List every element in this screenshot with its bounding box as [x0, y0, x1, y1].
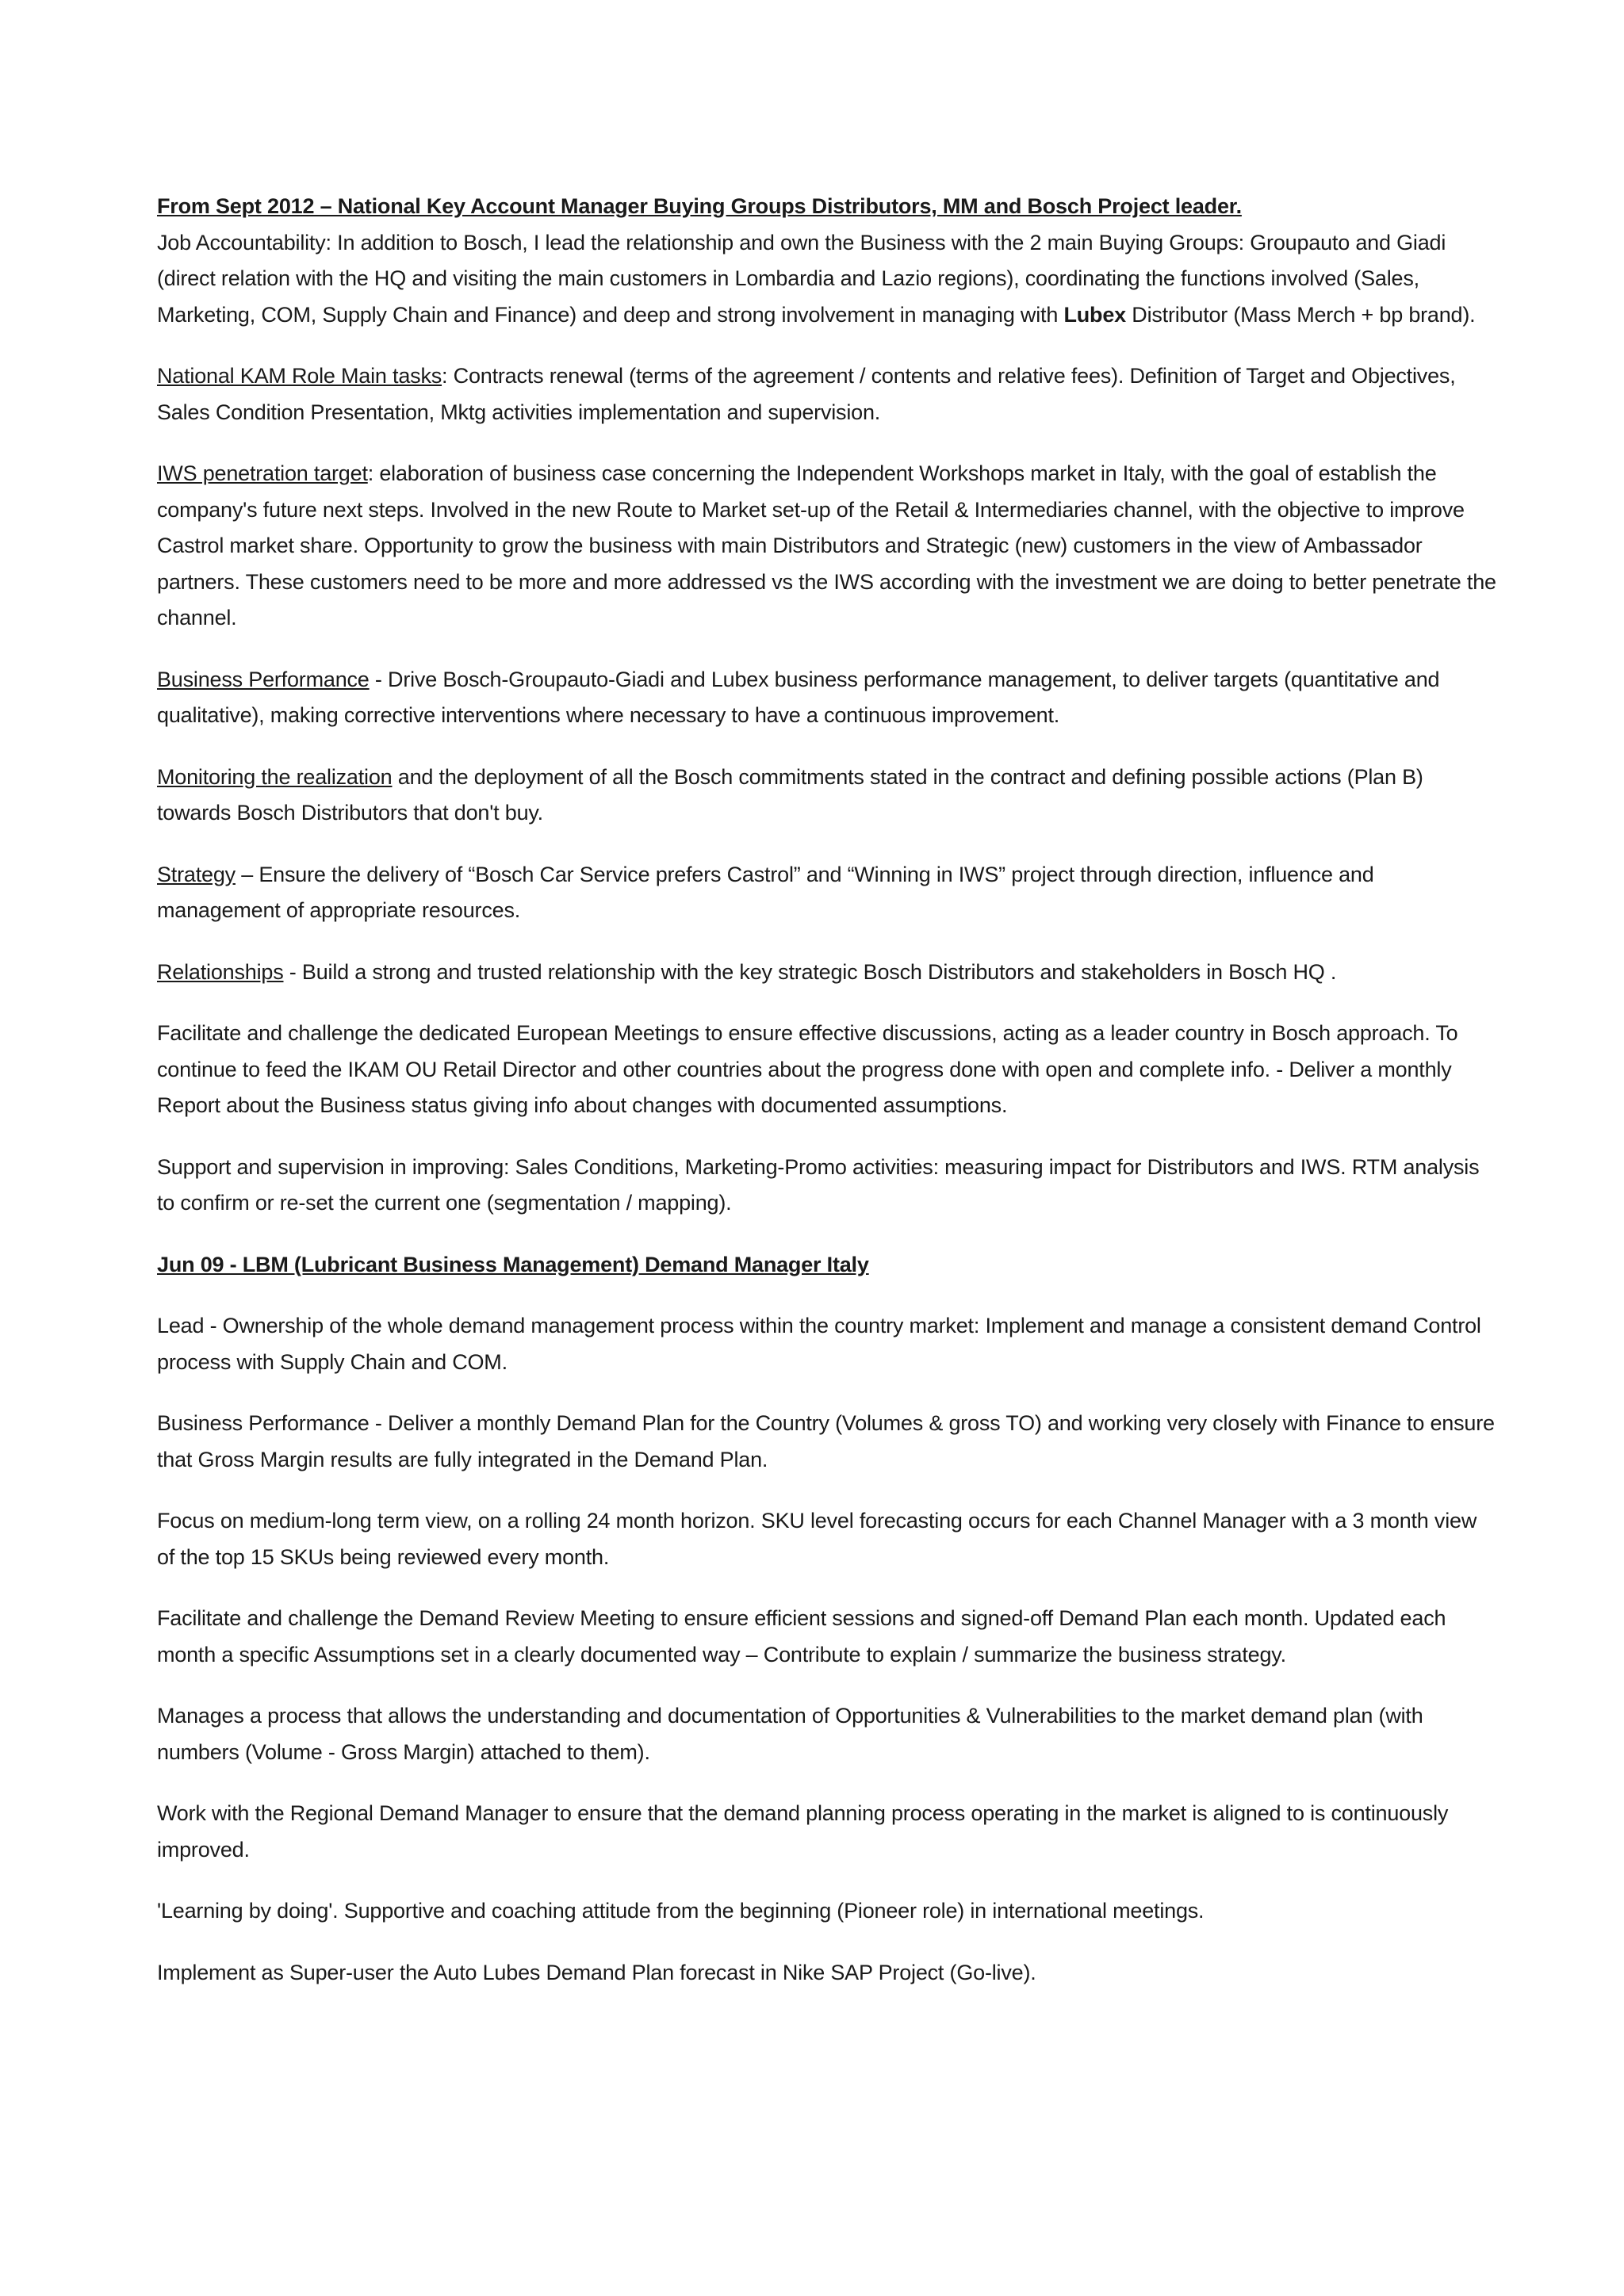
monitoring-label: Monitoring the realization: [157, 764, 393, 789]
paragraph-job-accountability: [157, 225, 1497, 334]
business-performance-text: - Drive Bosch-Groupauto-Giadi and Lubex business performance management, to deliver targets (quantitative and qualitative), making corrective interventions where necessary to have a continuous improvement.: [157, 667, 1440, 727]
paragraph-iws-target: [157, 456, 1497, 637]
paragraph-monitoring: [157, 760, 1497, 832]
relationships-label: Relationships: [157, 959, 284, 984]
document-body: [157, 189, 1497, 2016]
section-heading-text: Jun 09 - LBM (Lubricant Business Management) Demand Manager Italy: [157, 1252, 869, 1276]
paragraph-support: Support and supervision in improving: Sales Conditions, Marketing-Promo activities: measuring impact for Distributors and IWS. RTM analysis to confirm or re-set the current one (segmentation / mapping).: [157, 1154, 1480, 1215]
paragraph-business-performance: [157, 662, 1497, 734]
monitoring-text: and the deployment of all the Bosch commitments stated in the contract and defining possible actions (Plan B) towards Bosch Distributors that don't buy.: [157, 764, 1423, 825]
paragraph-facilitate: Facilitate and challenge the dedicated European Meetings to ensure effective discussions, acting as a leader country in Bosch approach. To continue to feed the IKAM OU Retail Director and other countries about the progress done with open and complete info. - Deliver a monthly Report about the Business status giving info about changes with documented assumptions.: [157, 1021, 1458, 1117]
iws-text: : elaboration of business case concerning the Independent Workshops market in Italy, with the goal of establish the company's future next steps. Involved in the new Route to Market set-up of the Retail & Intermediaries channel, with the objective to improve Castrol market share. Opportunity to grow the business with main Distributors and Strategic (new) customers in the view of Ambassador partners. These customers need to be more and more addressed vs the IWS according with the investment we are doing to better penetrate the channel.: [157, 461, 1496, 629]
section-heading-nkam: [157, 189, 1497, 225]
paragraph-implement-super-user: Implement as Super-user the Auto Lubes Demand Plan forecast in Nike SAP Project (Go-live).: [157, 1960, 1036, 1984]
paragraph-strategy: [157, 857, 1497, 929]
paragraph-lead: Lead - Ownership of the whole demand management process within the country market: Implement and manage a consistent demand Control process with Supply Chain and COM.: [157, 1314, 1481, 1374]
strategy-label: Strategy: [157, 862, 236, 886]
paragraph-business-performance-demand: Business Performance - Deliver a monthly Demand Plan for the Country (Volumes & gross TO) and working very closely with Finance to ensure that Gross Margin results are fully integrated in the Demand Plan.: [157, 1411, 1495, 1471]
relationships-text: - Build a strong and trusted relationship with the key strategic Bosch Distributors and stakeholders in Bosch HQ .: [283, 959, 1337, 984]
iws-label: IWS penetration target: [157, 461, 368, 485]
kam-role-label: National KAM Role Main tasks: [157, 364, 442, 388]
section-heading-text: From Sept 2012 – National Key Account Manager Buying Groups Distributors, MM and Bosch Project leader.: [157, 194, 1242, 218]
kam-role-text: : Contracts renewal (terms of the agreement / contents and relative fees). Definition of Target and Objectives, Sales Condition Presentation, Mktg activities implementation and supervision.: [157, 364, 1456, 424]
job-accountability-label: Job Accountability:: [157, 230, 331, 254]
strategy-text: – Ensure the delivery of “Bosch Car Service prefers Castrol” and “Winning in IWS” project through direction, influence and management of appropriate resources.: [157, 862, 1374, 922]
business-performance-label: Business Performance: [157, 667, 370, 691]
paragraph-learning-by-doing: 'Learning by doing'. Supportive and coaching attitude from the beginning (Pioneer role) in international meetings.: [157, 1899, 1205, 1923]
lubex-bold: Lubex: [1063, 302, 1126, 327]
paragraph-focus: Focus on medium-long term view, on a rolling 24 month horizon. SKU level forecasting occurs for each Channel Manager with a 3 month view of the top 15 SKUs being reviewed every month.: [157, 1509, 1477, 1569]
paragraph-relationships: [157, 955, 1497, 991]
paragraph-work-with-regional: Work with the Regional Demand Manager to ensure that the demand planning process operating in the market is aligned to is continuously improved.: [157, 1801, 1449, 1862]
paragraph-facilitate-demand: Facilitate and challenge the Demand Review Meeting to ensure efficient sessions and signed-off Demand Plan each month. Updated each month a specific Assumptions set in a clearly documented way – Contribute to explain / summarize the business strategy.: [157, 1606, 1446, 1667]
job-accountability-text-b: Distributor (Mass Merch + bp brand).: [1125, 302, 1476, 327]
paragraph-manages-process: Manages a process that allows the understanding and documentation of Opportunities & Vulnerabilities to the market demand plan (with numbers (Volume - Gross Margin) attached to them).: [157, 1704, 1423, 1764]
paragraph-kam-role: [157, 358, 1497, 430]
section-heading-demand-manager: [157, 1247, 1497, 1284]
job-accountability-text-a: In addition to Bosch, I lead the relationship and own the Business with the 2 main Buying Groups: Groupauto and Giadi (direct relation with the HQ and visiting the main customers in Lombardia and Lazio regions), coordinating the functions involved (Sales, Marketing, COM, Supply Chain and Finance) and deep and strong involvement in managing with: [157, 230, 1446, 327]
